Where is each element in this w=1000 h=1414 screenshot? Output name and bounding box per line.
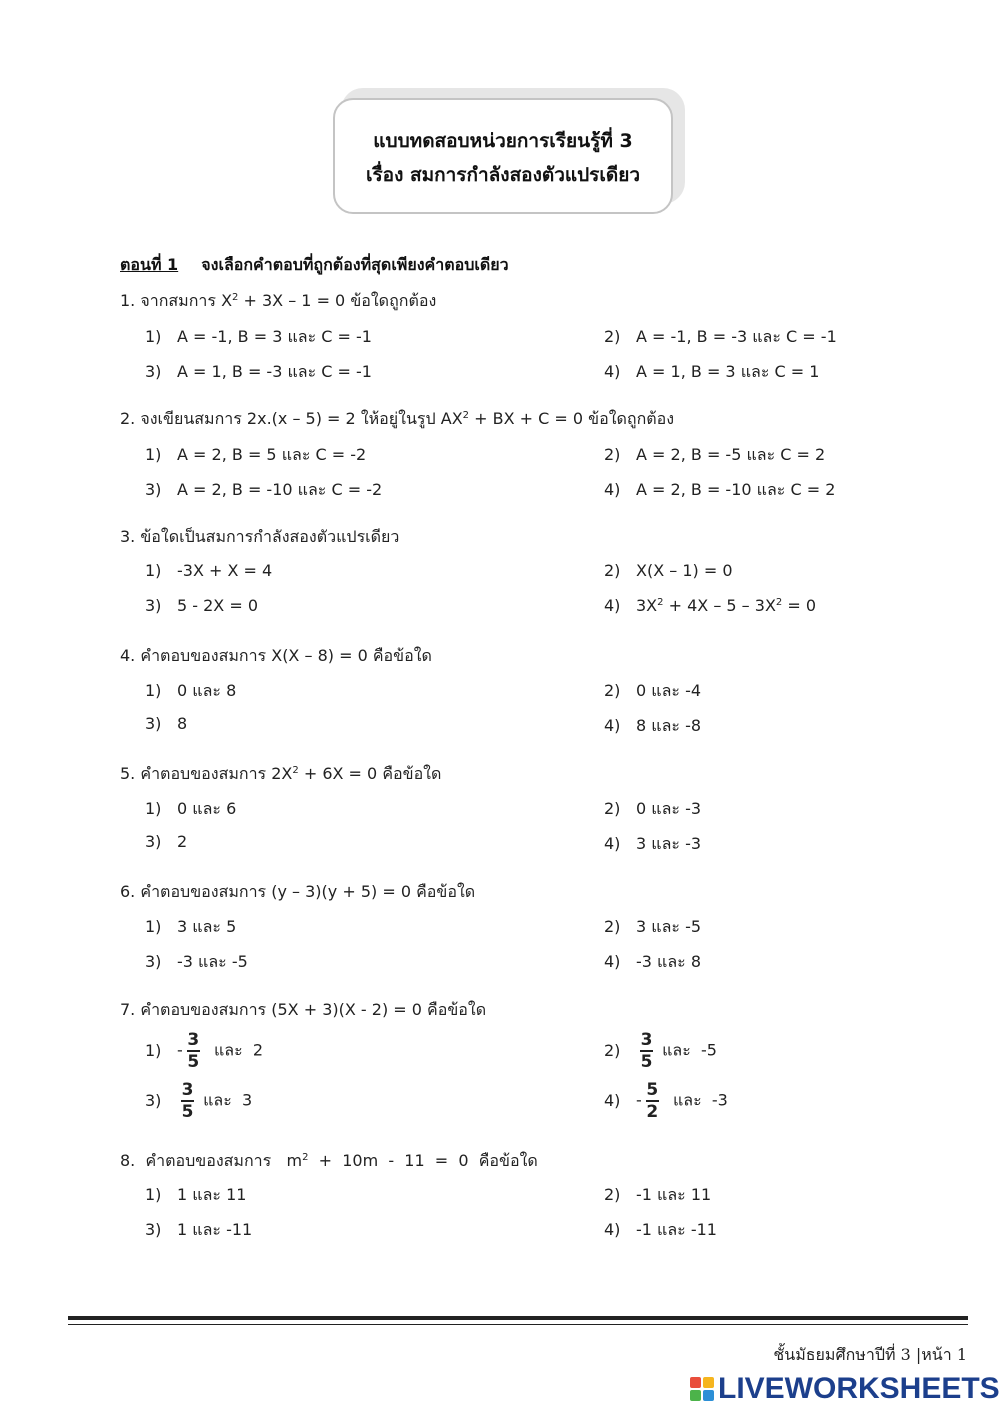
choice-text: X(X – 1) = 0 xyxy=(636,561,733,580)
choice-label: 3) xyxy=(145,1220,162,1239)
section-instruction: จงเลือกคำตอบที่ถูกต้องที่สุดเพียงคำตอบเดียว xyxy=(201,255,509,274)
question-5 xyxy=(120,762,441,787)
choice-label: 1) xyxy=(145,1040,162,1060)
choice-text: 1 และ 11 xyxy=(177,1185,247,1204)
choice-text: 0 และ 6 xyxy=(177,799,237,818)
choice-6-1[interactable] xyxy=(145,915,236,940)
logo-square-red xyxy=(690,1377,701,1388)
question-number: 5. xyxy=(120,764,136,783)
choice-1-3[interactable] xyxy=(145,360,372,385)
choice-text: และ -3 xyxy=(662,1090,728,1110)
superscript: 2 xyxy=(462,410,470,421)
choice-text: A = 2, B = -5 และ C = 2 xyxy=(636,445,826,464)
choice-text: -3X + X = 4 xyxy=(177,561,273,580)
choice-label: 2) xyxy=(604,1040,621,1060)
fraction-denominator: 5 xyxy=(181,1102,194,1122)
choice-3-2[interactable] xyxy=(604,561,733,580)
section-heading xyxy=(120,253,509,278)
choice-text: 0 และ -3 xyxy=(636,799,702,818)
liveworksheets-logo-icon xyxy=(690,1377,714,1401)
choice-7-4[interactable] xyxy=(604,1080,728,1122)
choice-text: 8 xyxy=(177,714,188,733)
choice-4-1[interactable] xyxy=(145,679,236,704)
title-line-2: เรื่อง สมการกำลังสองตัวแปรเดียว xyxy=(365,164,641,186)
fraction-sign: - xyxy=(636,1090,642,1110)
choice-label: 4) xyxy=(604,952,621,971)
footer-divider-thin xyxy=(68,1324,968,1325)
fraction-denominator: 5 xyxy=(640,1052,653,1072)
choice-text: และ -5 xyxy=(657,1040,717,1060)
choice-4-3[interactable] xyxy=(145,714,187,733)
fraction xyxy=(640,1030,653,1072)
choice-8-4[interactable] xyxy=(604,1218,717,1243)
question-1 xyxy=(120,289,436,314)
superscript: 2 xyxy=(232,292,239,303)
choice-7-1[interactable] xyxy=(145,1030,263,1072)
superscript: 2 xyxy=(657,597,664,608)
choice-1-1[interactable] xyxy=(145,325,372,350)
choice-text: A = 1, B = -3 และ C = -1 xyxy=(177,362,372,381)
choice-text: และ 3 xyxy=(198,1090,253,1110)
question-number: 8. xyxy=(120,1151,136,1170)
choice-label: 2) xyxy=(604,1185,621,1204)
choice-2-4[interactable] xyxy=(604,478,835,503)
choice-8-1[interactable] xyxy=(145,1183,246,1208)
fraction-numerator: 3 xyxy=(181,1080,194,1100)
question-number: 3. xyxy=(120,527,136,546)
choice-label: 2) xyxy=(604,681,621,700)
fraction-sign: - xyxy=(177,1040,183,1060)
question-text: + BX + C = 0 ข้อใดถูกต้อง xyxy=(469,409,675,428)
choice-label: 2) xyxy=(604,799,621,818)
question-2 xyxy=(120,407,674,432)
choice-label: 1) xyxy=(145,681,162,700)
choice-text: A = 2, B = -10 และ C = 2 xyxy=(636,480,836,499)
choice-6-2[interactable] xyxy=(604,915,701,940)
choice-label: 1) xyxy=(145,327,162,346)
choice-label: 4) xyxy=(604,362,621,381)
question-number: 1. xyxy=(120,291,136,310)
choice-text: 1 และ -11 xyxy=(177,1220,253,1239)
choice-label: 1) xyxy=(145,1185,162,1204)
choice-4-4[interactable] xyxy=(604,714,701,739)
question-number: 6. xyxy=(120,882,136,901)
question-number: 2. xyxy=(120,409,136,428)
superscript: 2 xyxy=(302,1152,309,1163)
choice-label: 3) xyxy=(145,952,162,971)
choice-text: 5 - 2X = 0 xyxy=(177,596,259,615)
question-text: จากสมการ X xyxy=(140,291,233,310)
choice-text: A = -1, B = -3 และ C = -1 xyxy=(636,327,837,346)
choice-3-3[interactable] xyxy=(145,596,258,615)
choice-6-3[interactable] xyxy=(145,950,248,975)
choice-label: 1) xyxy=(145,445,162,464)
question-text: + 6X = 0 คือข้อใด xyxy=(298,764,442,783)
title-box xyxy=(333,98,673,214)
choice-text: 8 และ -8 xyxy=(636,716,702,735)
fraction xyxy=(187,1030,200,1072)
choice-label: 3) xyxy=(145,362,162,381)
question-3 xyxy=(120,525,399,550)
choice-label: 4) xyxy=(604,1090,621,1110)
question-text: + 3X – 1 = 0 ข้อใดถูกต้อง xyxy=(238,291,437,310)
liveworksheets-brand[interactable] xyxy=(690,1374,1000,1404)
choice-label: 3) xyxy=(145,596,162,615)
fraction-numerator: 5 xyxy=(646,1080,659,1100)
choice-4-2[interactable] xyxy=(604,679,701,704)
choice-text: 0 และ 8 xyxy=(177,681,237,700)
choice-label: 4) xyxy=(604,716,621,735)
liveworksheets-wordmark: LIVEWORKSHEETS xyxy=(718,1372,1000,1405)
choice-label: 2) xyxy=(604,327,621,346)
fraction-numerator: 3 xyxy=(187,1030,200,1050)
choice-text: = 0 xyxy=(782,596,817,615)
choice-5-2[interactable] xyxy=(604,797,701,822)
choice-label: 2) xyxy=(604,917,621,936)
footer-divider-thick xyxy=(68,1316,968,1320)
question-8 xyxy=(120,1149,538,1174)
superscript: 2 xyxy=(292,765,299,776)
choice-label: 4) xyxy=(604,596,621,615)
choice-5-3[interactable] xyxy=(145,832,187,851)
choice-label: 2) xyxy=(604,445,621,464)
choice-label: 2) xyxy=(604,561,621,580)
choice-text: A = 2, B = 5 และ C = -2 xyxy=(177,445,367,464)
choice-label: 3) xyxy=(145,1090,162,1110)
question-text: ข้อใดเป็นสมการกำลังสองตัวแปรเดียว xyxy=(140,527,400,546)
choice-label: 4) xyxy=(604,1220,621,1239)
choice-text: -3 และ -5 xyxy=(177,952,248,971)
title-line-1: แบบทดสอบหน่วยการเรียนรู้ที่ 3 xyxy=(373,130,633,152)
question-6 xyxy=(120,880,475,905)
choice-1-2[interactable] xyxy=(604,325,837,350)
footer-page-info: ชั้นมัธยมศึกษาปีที่ 3 |หน้า 1 xyxy=(773,1345,967,1364)
choice-text: 3X xyxy=(636,596,658,615)
choice-text: 3 และ 5 xyxy=(177,917,237,936)
choice-label: 1) xyxy=(145,561,162,580)
choice-text: A = 1, B = 3 และ C = 1 xyxy=(636,362,820,381)
choice-text: -3 และ 8 xyxy=(636,952,702,971)
choice-1-4[interactable] xyxy=(604,360,819,385)
fraction-denominator: 2 xyxy=(646,1102,659,1122)
choice-5-4[interactable] xyxy=(604,832,701,857)
choice-text: -1 และ 11 xyxy=(636,1185,712,1204)
choice-label: 3) xyxy=(145,480,162,499)
choice-label: 4) xyxy=(604,834,621,853)
choice-8-2[interactable] xyxy=(604,1183,711,1208)
choice-text: 3 และ -3 xyxy=(636,834,702,853)
choice-text: A = 2, B = -10 และ C = -2 xyxy=(177,480,383,499)
logo-square-green xyxy=(690,1390,701,1401)
question-text: คำตอบของสมการ m xyxy=(140,1151,303,1170)
choice-5-1[interactable] xyxy=(145,797,236,822)
question-text: คำตอบของสมการ (y – 3)(y + 5) = 0 คือข้อใด xyxy=(140,882,476,901)
fraction xyxy=(646,1080,659,1122)
choice-text: และ 2 xyxy=(203,1040,264,1060)
choice-text: 3 และ -5 xyxy=(636,917,702,936)
choice-label: 4) xyxy=(604,480,621,499)
choice-label: 3) xyxy=(145,714,162,733)
choice-text: 2 xyxy=(177,832,188,851)
choice-label: 1) xyxy=(145,799,162,818)
choice-2-3[interactable] xyxy=(145,478,382,503)
choice-label: 3) xyxy=(145,832,162,851)
logo-square-yellow xyxy=(703,1377,714,1388)
fraction-numerator: 3 xyxy=(640,1030,653,1050)
choice-2-2[interactable] xyxy=(604,443,825,468)
question-number: 4. xyxy=(120,646,136,665)
logo-square-blue xyxy=(703,1390,714,1401)
question-number: 7. xyxy=(120,1000,136,1019)
choice-3-1[interactable] xyxy=(145,561,272,580)
choice-6-4[interactable] xyxy=(604,950,701,975)
choice-8-3[interactable] xyxy=(145,1218,252,1243)
question-7 xyxy=(120,998,486,1023)
choice-2-1[interactable] xyxy=(145,443,366,468)
choice-text: 0 และ -4 xyxy=(636,681,702,700)
question-text: คำตอบของสมการ 2X xyxy=(140,764,293,783)
choice-label: 1) xyxy=(145,917,162,936)
question-4 xyxy=(120,644,432,669)
fraction xyxy=(181,1080,194,1122)
choice-text: -1 และ -11 xyxy=(636,1220,717,1239)
fraction-denominator: 5 xyxy=(187,1052,200,1072)
question-text: คำตอบของสมการ X(X – 8) = 0 คือข้อใด xyxy=(140,646,432,665)
choice-7-2[interactable] xyxy=(604,1030,717,1072)
choice-7-3[interactable] xyxy=(145,1080,252,1122)
choice-text: + 4X – 5 – 3X xyxy=(663,596,776,615)
question-text: คำตอบของสมการ (5X + 3)(X - 2) = 0 คือข้อใด xyxy=(140,1000,487,1019)
question-text: + 10m - 11 = 0 คือข้อใด xyxy=(308,1151,538,1170)
superscript: 2 xyxy=(775,597,783,608)
question-text: จงเขียนสมการ 2x.(x – 5) = 2 ให้อยู่ในรูป AX xyxy=(140,409,463,428)
section-label: ตอนที่ 1 xyxy=(120,255,179,274)
choice-3-4[interactable] xyxy=(604,596,816,615)
choice-text: A = -1, B = 3 และ C = -1 xyxy=(177,327,372,346)
